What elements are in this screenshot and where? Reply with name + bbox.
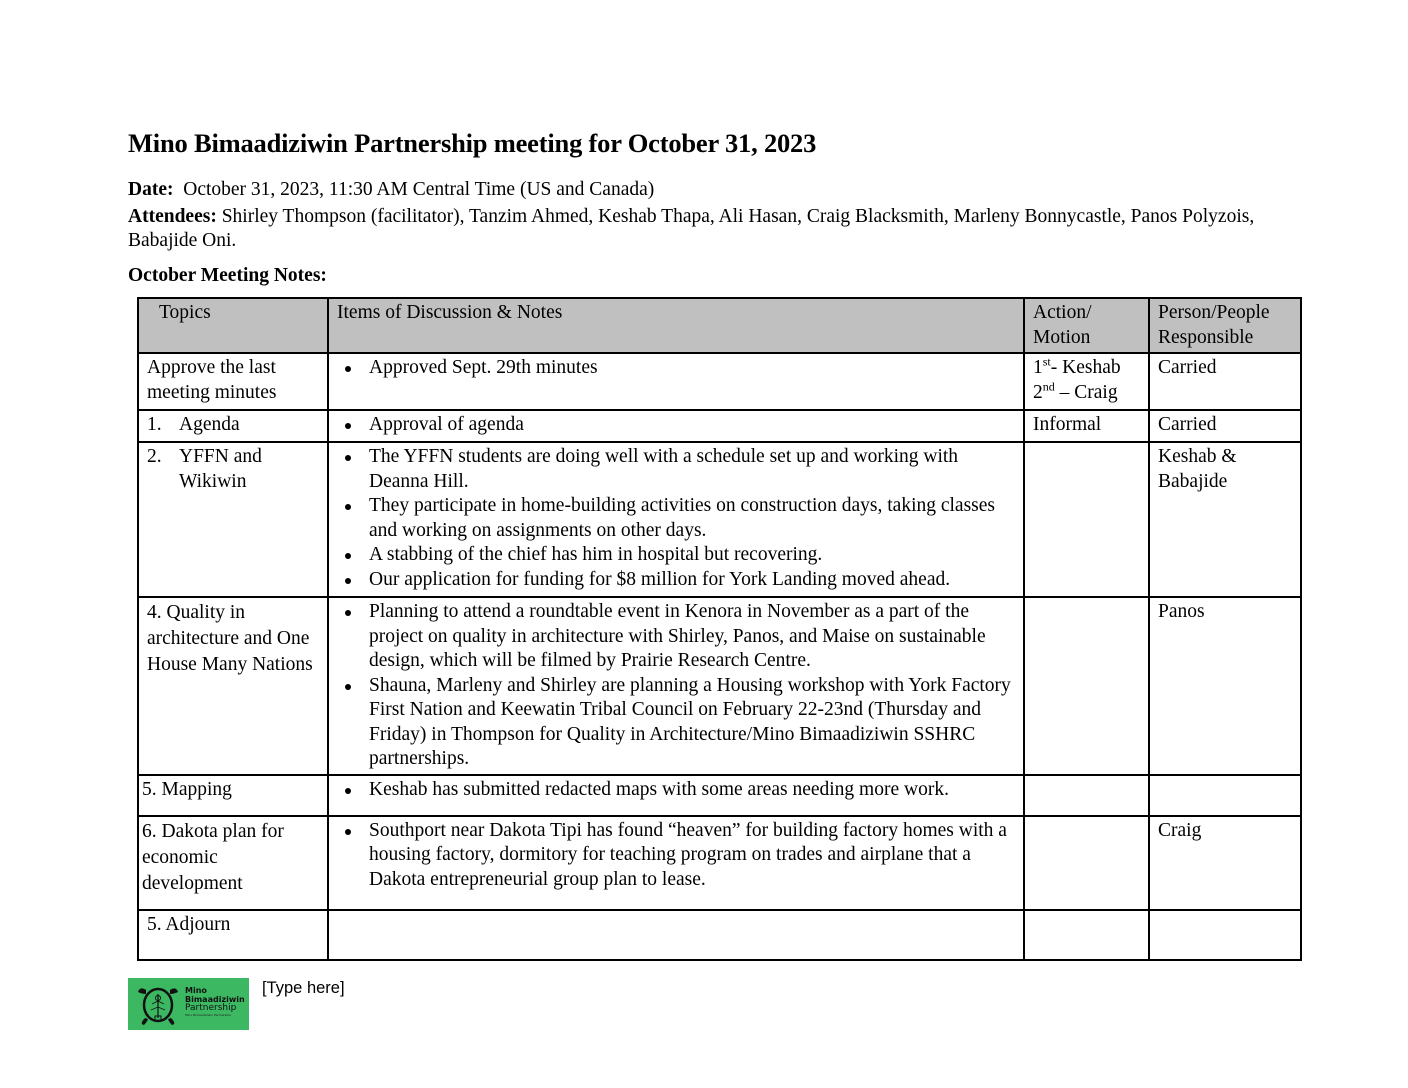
person-cell: Craig — [1149, 816, 1301, 910]
note-item: Shauna, Marleny and Shirley are planning a Housing workshop with York Factory First Nation and Keewatin Tribal Council on February 22-23nd (Thursday and Friday) in Thompson for Quality in Architecture/Mino Bimaadiziwin SSHRC partnerships. — [369, 674, 1015, 772]
notes-cell — [328, 353, 1024, 410]
header-topics: Topics — [138, 298, 328, 353]
table-row — [138, 910, 1301, 960]
turtle-icon — [136, 982, 180, 1026]
notes-cell — [328, 410, 1024, 442]
table-row — [138, 353, 1301, 410]
date-label: Date: — [128, 179, 174, 200]
person-cell: Panos — [1149, 597, 1301, 775]
table-row — [138, 816, 1301, 910]
note-item: A stabbing of the chief has him in hospital but recovering. — [369, 543, 1015, 568]
note-item: Approved Sept. 29th minutes — [369, 356, 1015, 381]
person-cell — [1149, 910, 1301, 960]
action-cell: Informal — [1024, 410, 1149, 442]
note-item: Keshab has submitted redacted maps with some areas needing more work. — [369, 778, 1015, 803]
note-item: Southport near Dakota Tipi has found “heaven” for building factory homes with a housing factory, dormitory for teaching program on trades and airplane that a Dakota entrepreneurial group plan to lease. — [369, 819, 1015, 893]
topic-cell: 1. Agenda — [138, 410, 328, 442]
partnership-logo — [128, 978, 249, 1030]
header-person: Person/People Responsible — [1149, 298, 1301, 353]
table-header-row — [138, 298, 1301, 353]
topic-cell: 2. YFFN and Wikiwin — [138, 442, 328, 597]
topic-cell: 4. Quality in architecture and One House Many Nations — [138, 597, 328, 775]
attendees-value: Shirley Thompson (facilitator), Tanzim Ahmed, Keshab Thapa, Ali Hasan, Craig Blacksmith, Marleny Bonnycastle, Panos Polyzois, Babajide Oni. — [128, 206, 1255, 251]
note-item: Our application for funding for $8 million for York Landing moved ahead. — [369, 568, 1015, 593]
topic-cell: 5. Mapping — [138, 775, 328, 816]
meeting-attendees — [128, 205, 1298, 253]
action-cell — [1024, 775, 1149, 816]
person-cell: Carried — [1149, 410, 1301, 442]
document-title: Mino Bimaadiziwin Partnership meeting for October 31, 2023 — [128, 128, 817, 158]
notes-heading: October Meeting Notes: — [128, 265, 327, 286]
logo-text: Mino Bimaadiziwin Partnership Mino Bimaadiziwin Partnership — [185, 986, 245, 1017]
note-item: They participate in home-building activities on construction days, taking classes and working on assignments on other days. — [369, 494, 1015, 543]
action-cell — [1024, 597, 1149, 775]
topic-cell: 6. Dakota plan for economic development — [138, 816, 328, 910]
notes-cell — [328, 910, 1024, 960]
table-row — [138, 597, 1301, 775]
minutes-table — [137, 297, 1302, 961]
topic-cell: 5. Adjourn — [138, 910, 328, 960]
note-item: The YFFN students are doing well with a schedule set up and working with Deanna Hill. — [369, 445, 1015, 494]
notes-cell — [328, 442, 1024, 597]
notes-cell — [328, 775, 1024, 816]
table-row — [138, 775, 1301, 816]
header-items: Items of Discussion & Notes — [328, 298, 1024, 353]
date-value: October 31, 2023, 11:30 AM Central Time (US and Canada) — [183, 179, 655, 200]
attendees-label: Attendees: — [128, 206, 217, 227]
note-item: Planning to attend a roundtable event in Kenora in November as a part of the project on quality in architecture with Shirley, Panos, and Maise on sustainable design, which will be filmed by Prairie Research Centre. — [369, 600, 1015, 674]
topic-cell: Approve the last meeting minutes — [138, 353, 328, 410]
note-item: Approval of agenda — [369, 413, 1015, 438]
table-row — [138, 442, 1301, 597]
action-cell: 1st- Keshab 2nd – Craig — [1024, 353, 1149, 410]
action-cell — [1024, 816, 1149, 910]
person-cell: Keshab & Babajide — [1149, 442, 1301, 597]
person-cell: Carried — [1149, 353, 1301, 410]
action-cell — [1024, 442, 1149, 597]
meeting-date — [128, 178, 1298, 202]
person-cell — [1149, 775, 1301, 816]
footer-placeholder-text[interactable]: [Type here] — [262, 979, 345, 997]
notes-cell — [328, 816, 1024, 910]
notes-cell — [328, 597, 1024, 775]
table-row — [138, 410, 1301, 442]
action-cell — [1024, 910, 1149, 960]
header-action: Action/ Motion — [1024, 298, 1149, 353]
